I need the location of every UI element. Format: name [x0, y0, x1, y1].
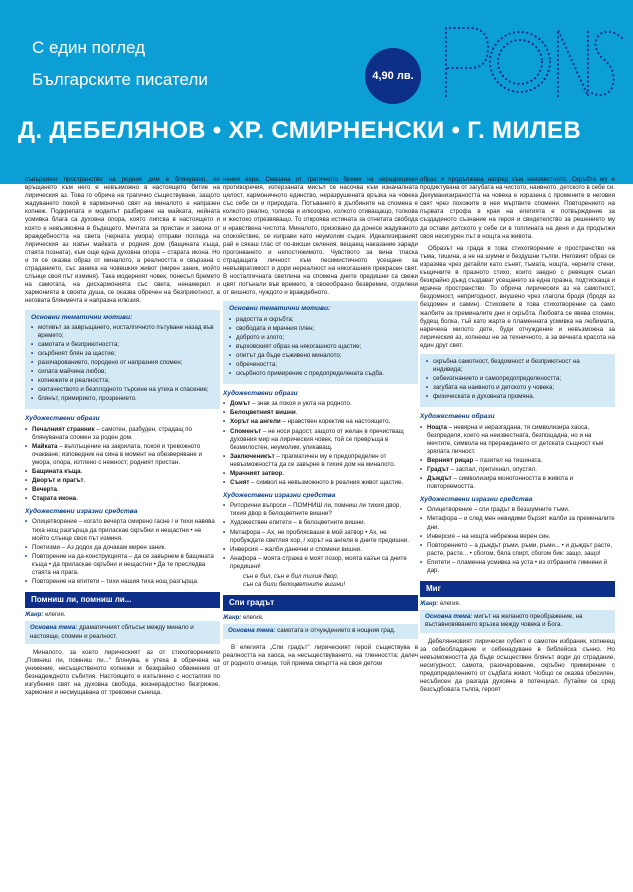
page-title: Д. ДЕБЕЛЯНОВ • ХР. СМИРНЕНСКИ • Г. МИЛЕВ [18, 117, 581, 144]
poem-title-banner: Помниш ли, помниш ли... [25, 592, 220, 608]
col3-motifs-list [426, 358, 610, 401]
list-item: • обречеността; [229, 361, 413, 369]
col1-images-title: Художествени образи [25, 415, 100, 423]
verse-line: сън са били белоцветните вишни! [243, 581, 346, 589]
list-item: • Инверсия – на нощта небрежна верен син. [420, 533, 615, 541]
list-item: • Епитети – пламенна усмивка на уста • из отбраните гимнени й дар. [420, 559, 615, 575]
col3-motifs-box [420, 354, 615, 407]
col1-means-list [25, 518, 220, 586]
list-item: • разочарованието, породено от напразния спомен; [31, 359, 215, 367]
column-1 [25, 176, 220, 886]
col2-images-list [223, 400, 418, 487]
list-item: • Повторение на епитети – тихи нашия тиха нощ разгърща. [25, 578, 220, 586]
list-item: • Мрачният затвор. [223, 470, 418, 478]
list-item: • скитачеството и безплодното търсене на утеха и спасение; [31, 386, 215, 394]
col1-outro-text: Миналото, за което лирическият аз от стихотворението „Помниш ли, помниш ли..." блянува, е утеха в обречена на унижение, несъщественото копнежи и безкрайно обвинения от безнадеждното събития. Настоящето е изпълнено с носталгия по изгубения свят на духовна свобода, жизнерадостно безгрижие, хармония и несмущавана от тревожни сънища. [25, 648, 220, 697]
col3-second-paragraph: Образът на града в това стихотворение е пространство на тъма, тишина, а не на шумни и бездушни тълпи. Неговият образ се изразява чрез детайли като сънят, тъмата, нощта, черните стени, къщичките в празното стихо, които заедно с ревящия съкал безкрайно дъжд създават усещането за една празна, подтискаща и мрачна пространство. То обрича лирическия аз на самотност, бездомност, непригодност, внушено чрез глагола бродя (бродя аз бездомен и самин). Стиховете в това стихотворение са само жалбите за преминалите дни и скръбта. Любовта се явява спомен, будещ болка, тъй като жарта е пламенната усмивка на любимата, наречена милото дете, буди отчуждение и невъзможна за лирическия аз, копнееш не за техничното, а за вечната красота на един друг свят. [420, 244, 615, 349]
genre-line: Жанр: елегия. [420, 601, 461, 608]
col2-intro-text: нения вяра. Смазана от трагичното бреме на неразрешими противоречия, изтерзаната мисъл се насочва към изначалната цялост, хармоничното единство, неразрушената връзка на човека със себе си и природата. Потъването в дълбините на спомена е колкото реално, толкова и илюзорно, колкото отиващащо, толкова и жестоко отрезвяващо. То откроява истината за отнетата свобода и нравствена чистота. Миналото, призовано да донесе жадуваното спокойствие, се изправи като неумолим съдия. Идеализираният рай е сякаш глас от по-висши селения, вещаещ наказание заради прогонването и непостижимото. Чувството за вина тласка страдащата личност към песимистичното усещане за невъзвратимост и дори нереалност на някогашния прекрасен свят. В носталгичната светлина на спомена дните предишни са свежи цвят потънали във времето, в своеобразно безвремие, отделени от вишното, чуждото и враждебното. [223, 176, 418, 297]
theme-box: Основна тема: драматичният сблъсък между минало и настояще, спомен и реалност. [25, 621, 220, 643]
list-item: • Метафора – и след мен невидими бързят жалби за преминалите дни. [420, 515, 615, 531]
list-item: • Сънят – символ на невъзможното в реалния живот щастие. [223, 479, 418, 487]
list-item: • доброто и злото; [229, 334, 413, 342]
col2-motifs-title: Основни тематични мотиви: [229, 305, 331, 313]
pons-logo [440, 18, 625, 104]
col2-means-list [223, 502, 418, 571]
verse-line: сън е бил, сън е бил тихия двор, [243, 573, 339, 581]
col1-motifs-list [31, 324, 215, 404]
list-item: • Дворът и прагът. [25, 477, 220, 485]
col3-means-list [420, 506, 615, 575]
column-2 [223, 176, 418, 886]
theme-box: Основна тема: самотата и отчуждението в нощния град. [223, 624, 418, 638]
list-item: • Вечерта. [25, 486, 220, 494]
list-item: • радостта и скръбта; [229, 316, 413, 324]
list-item: • Поетизми – Аз додох да дочакам мирен заник. [25, 544, 220, 552]
col3-means-title: Художествени изразни средства [420, 496, 533, 504]
list-item: • Заключеникът – прагматичен му е предопределен от невъзможността да се завърне в тихия дом на миналото. [223, 453, 418, 469]
price-badge: 4,90 лв. [365, 48, 421, 104]
series-subtitle: С един поглед [32, 38, 146, 57]
list-item: • Хорът на ангели – нравствен коректив на настоящето. [223, 418, 418, 426]
col2-outro-text: В елегията „Спи градът" лирическият герой съществува в реалността на хаоса, на несъществуването, на тленността; далеч от родното огнище, той приема смъртта на своя детски [223, 643, 418, 667]
col2-motifs-list [229, 316, 413, 379]
genre-line: Жанр: елегия. [223, 615, 264, 622]
genre-line: Жанр: елегия. [25, 612, 66, 619]
list-item: • Старата икона. [25, 495, 220, 503]
list-item: • Анафора – моята стража е моят позор, моята казън са дните предишни! [223, 555, 418, 571]
list-item: • Олицетворение – спи градът в безшумните тъми. [420, 506, 615, 514]
list-item: • опитът да бъде съживено миналото; [229, 352, 413, 360]
col1-motifs-title: Основни тематични мотиви: [31, 313, 133, 321]
list-item: • Олицетворение – когато вечерта смирено гасне / и тихи навява тиха нощ разгърща да приласкае скръбни и нещастни • не мойто слънце своя път изминя. [25, 518, 220, 542]
list-item: • Споменът – не носи радост, защото от желан в пречистващ духовния мир на лирическия човек, той се превръща в безмилостен, неумолим, уликаващ. [223, 428, 418, 452]
col3-outro-text: Дебелянновият лирически субект е самотен избраник, копнеещ за себеобладание и себенадуване в библейска сънно. Но невъзможността да бъде осъществен блянът води до страдание, несигурност, самота, разочарование, скръбно примирение с предопределението от съдбата живот. Чобщо се оказва обесилен, несъбисен да разгада духовна в потенциал. Лутайки се сред безсъдбовата тълпа, героят [420, 637, 615, 694]
list-item: • силата майчина любов; [31, 368, 215, 376]
list-item: • себеизгнанието и самопредопределеността; [426, 375, 610, 383]
col3-intro-text: образ и продължава напред към неизвестното. Скръбта му е продиктувана от загубата на чистото, наивното, детското в себе си. Дехуманизираността на човека е изразена с промените в неговия свят чрез похожите в нея мъртвите спомени. Повторението на първата строфа в края на елегията е потвърждение за създаденото съзнание на героя и свидетелство за решението му да остави детското у себе си в топлината на деня и да продължи своя несигурен път в нощта на живота. [420, 176, 615, 240]
list-item: • Майката – въплъщение на закрилата, покоя и тревожното очакване; изповедник на сина в момент на обезверяване и умора, опора, изтлено с нежност; родният пристан. [25, 443, 220, 467]
list-item: • Нощта – невярна и неразгадана, тя символизира хаоса, безпределя, което на неизвестната, безпощадна, но и на мечтите, символа на прераждането от детската същност към зрялата личност. [420, 424, 615, 456]
list-item: • копнежите и реалността; [31, 377, 215, 385]
list-item: • загубата на наивното и детското у човека; [426, 384, 610, 392]
list-item: • Белоцветният вишни. [223, 409, 418, 417]
list-item: • Повторението – а дъждът ръми, ръми, ръми... • и дъждът расте, расте, расте... • сбогом, бяла спирт, сбогом бик: защо, защо! [420, 542, 615, 558]
list-item: • Домът – знак за покоя и уюта на родното. [223, 400, 418, 408]
col3-images-list [420, 424, 615, 492]
list-item: • Печалният странник – самотен, разбуден, страдащ по блянуваната спомен за роден дом. [25, 426, 220, 442]
list-item: • физическата и духовната промяна. [426, 393, 610, 401]
column-3 [420, 176, 615, 886]
list-item: • Верният рицар – пазител на тишината. [420, 457, 615, 465]
list-item: • мотивът за завръщането, носталгичното пътуване назад във времето; [31, 324, 215, 340]
col1-means-title: Художествени изразни средства [25, 508, 138, 516]
poem-title-banner: Спи градът [223, 595, 418, 611]
list-item: • Инверсия – жалби данечни и спомени вишни. [223, 546, 418, 554]
list-item: • Дъждът – символизира монотонността в живота и повторяемостта. [420, 475, 615, 491]
col2-images-title: Художествени образи [223, 390, 298, 398]
theme-box: Основна тема: мигът на желаното преображение, на въставновяването връзка между човека и Бога. [420, 610, 615, 632]
list-item: • скръбна самотност, бездомност и безприютност на индивида; [426, 358, 610, 374]
list-item: • Бащината къща. [25, 468, 220, 476]
list-item: • самотата и безприютността; [31, 341, 215, 349]
col3-images-title: Художествени образи [420, 413, 495, 421]
series-title: Българските писатели [32, 70, 208, 89]
list-item: • скърбният блян за щастие; [31, 350, 215, 358]
list-item: • върховският образ на някогашното щастие; [229, 343, 413, 351]
list-item: • блянът, примирието, прозрението. [31, 395, 215, 403]
list-item: • Градът – заспал, притихнал, опустял. [420, 466, 615, 474]
list-item: • скърбното примирение с предопределената съдба. [229, 370, 413, 378]
col2-means-title: Художествени изразни средства [223, 492, 336, 500]
header-banner [0, 0, 633, 184]
list-item: • Риторични въпроси – ПОМНИШ ли, помниш ли тихия двор, тихия двор в белоцветните вишни? [223, 502, 418, 518]
list-item: • Художествен епитети – в белоцветните вишни. [223, 519, 418, 527]
list-item: • свободата и мрачния плен; [229, 325, 413, 333]
col1-motifs-box [25, 310, 220, 410]
col1-intro-text: съвършено пространство на родния дом е блянувано, но връщането към него е невъзможно в настоящето битие на лирическия аз. Това го обрича на трагично съществуване, защото жадуването покой в хармонично свят на миналото е напразен копнеж. Подкрепата и моделът разбиране на майката, нейната усмивка блага са духовна опора, която липсва в настоящето и която е невъзможна в бъдещето. Мечтата за пристан и закона от враждебността на света (черната умора) отправи погледа на лирическия аз извън майката и родния дом (бащината къща, стаята позната), към още една духовна опора – старата икона. Но и тя се оказва образ от миналото, а реалността е свързана с страданието, със заника на човешкия живот (мирен заник, мойто слънце своя път изминя). Така модерният човек, понесъл бремето на самотата, на дисхармонията със света, ненамерил и хармонията в своята душа, се оказва обречен на безприютност, а неговата блянмечта е напразна илюзия. [25, 176, 220, 305]
col2-motifs-box [223, 301, 418, 384]
list-item: • Повторение на да-конструкцията – да се завърнем в бащината къща • да приласкае скръбни и нещастни • Да те преследва стаята на прага. [25, 553, 220, 577]
col1-images-list [25, 426, 220, 504]
list-item: • Метафора – Ах, не проблясваше в мой затвор • Ах, не пробуждате светлия хор, / хорът на ангели в дните предишни. [223, 529, 418, 545]
poem-title-banner: Миг [420, 581, 615, 597]
